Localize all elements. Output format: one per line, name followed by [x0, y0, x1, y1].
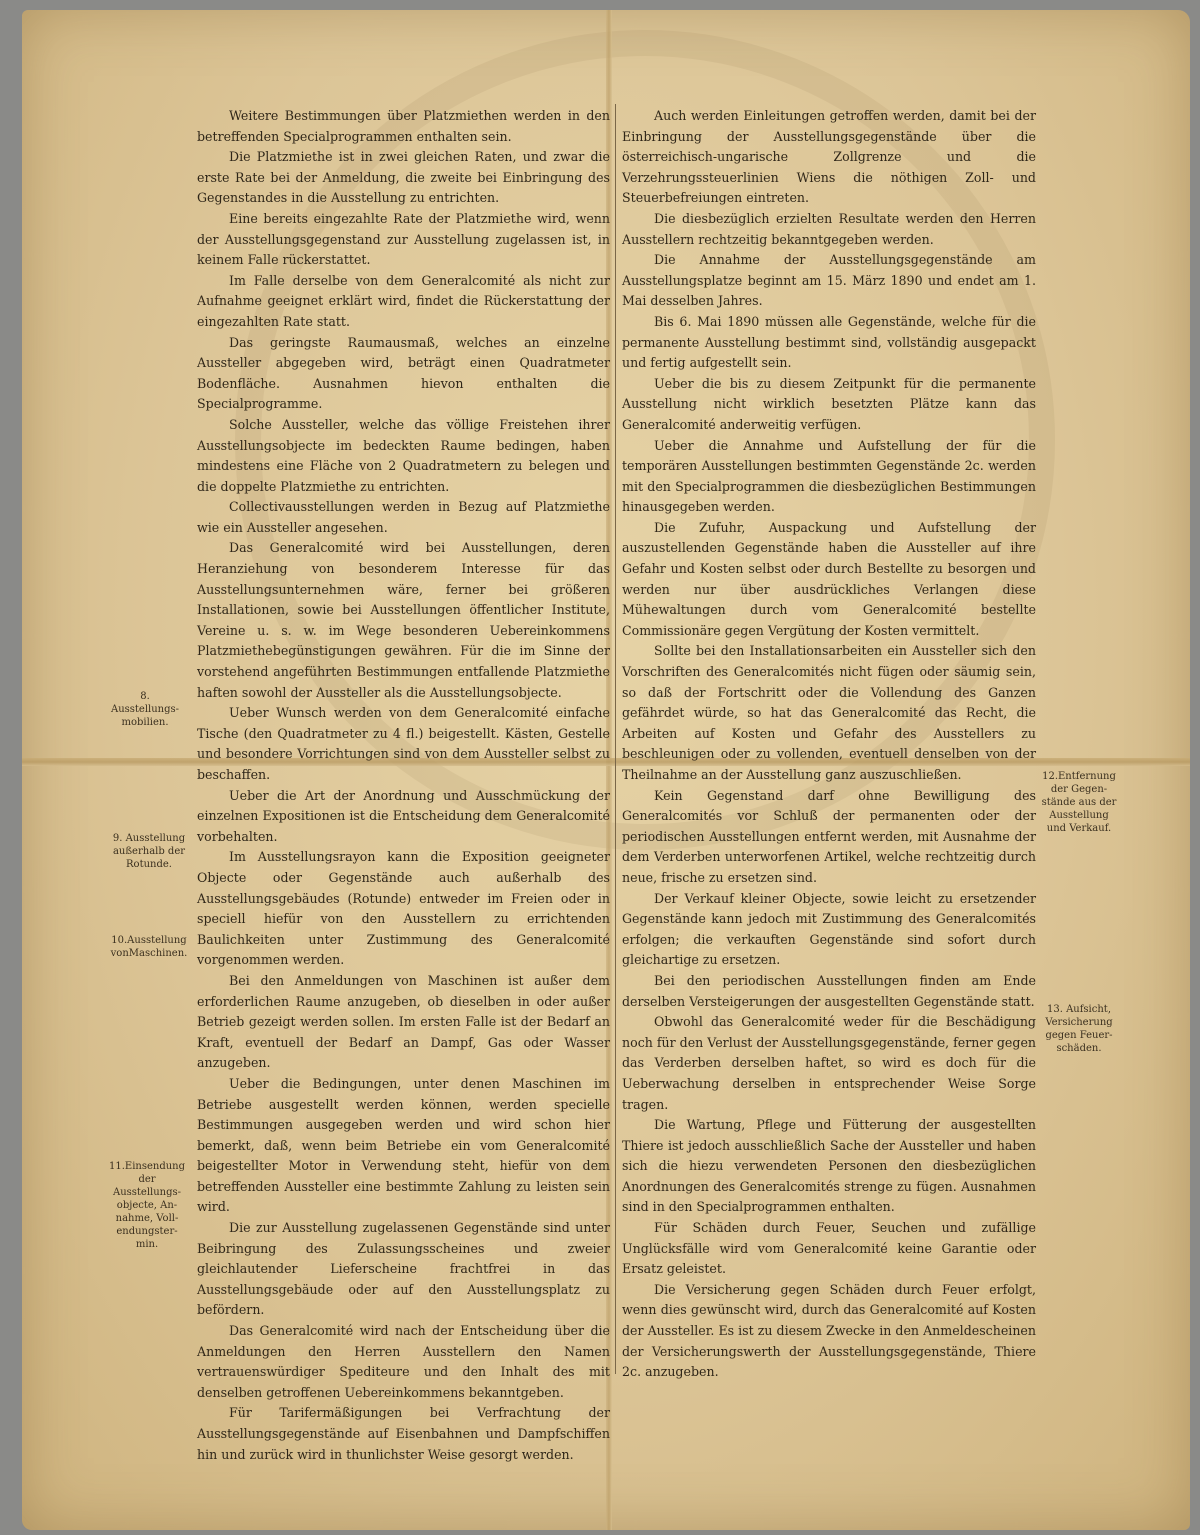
paragraph: Der Verkauf kleiner Objecte, sowie leicht zu ersetzender Gegenstände kann jedoch mit Zustimmung des Generalcomités erfolgen; die verkauften Gegenstände sind sofort durch gleichartige zu ersetzen.	[622, 890, 1036, 968]
column-divider	[615, 104, 616, 1374]
margin-note-9: 9. Ausstellung außerhalb der Rotunde.	[112, 833, 186, 870]
left-text-column	[197, 106, 610, 1465]
paragraph-section-8: Ueber Wunsch werden von dem Generalcomité einfache Tische (den Quadratmeter zu 4 fl.) beigestellt. Kästen, Gestelle und besondere Vorrichtungen sind von dem Aussteller selbst zu beschaffen.	[197, 705, 610, 782]
paragraph: Die Platzmiethe ist in zwei gleichen Raten, und zwar die erste Rate bei der Anmeldung, die zweite bei Einbringung des Gegenstandes in die Ausstellung zu entrichten.	[197, 149, 610, 206]
paragraph: Eine bereits eingezahlte Rate der Platzmiethe wird, wenn der Ausstellungsgegenstand zur Ausstellung zugelassen ist, in keinem Falle rückerstattet.	[197, 210, 610, 268]
right-text-column	[622, 106, 1036, 1383]
margin-note-13: 13. Aufsicht, Versicherung gegen Feuer- schäden.	[1045, 1004, 1113, 1054]
paragraph: Das geringste Raumausmaß, welches an einzelne Aussteller abgegeben wird, beträgt einen Quadratmeter Bodenfläche. Ausnahmen hievon enthalten die Specialprogramme.	[197, 334, 610, 412]
paragraph: Für Schäden durch Feuer, Seuchen und zufällige Unglücksfälle wird vom Generalcomité keine Garantie oder Ersatz geleistet.	[622, 1220, 1036, 1277]
paragraph: Das Generalcomité wird bei Ausstellungen, deren Heranziehung von besonderem Interesse für das Ausstellungsunternehmen wäre, ferner bei größeren Installationen, sowie bei Ausstellungen öffentlicher Institute, Vereine u. s. w. im Wege besonderen Uebereinkommens Platzmiethebegünstigungen gewähren. Für die im Sinne der vorstehend angeführten Bestimmungen entfallende Platzmiethe haften sowohl der Aussteller als die Ausstellungsobjecte.	[197, 540, 610, 700]
paragraph: Sollte bei den Installationsarbeiten ein Aussteller sich den Vorschriften des Generalcomités nicht fügen oder säumig sein, so daß der Fortschritt oder die Vollendung des Ganzen gefährdet würde, so hat das Generalcomité das Recht, die Arbeiten auf Kosten und Gefahr des Ausstellers zu beschleunigen oder zu vollenden, eventuell denselben von der Theilnahme an der Ausstellung ganz auszuschließen.	[622, 643, 1036, 782]
paragraph: Die diesbezüglich erzielten Resultate werden den Herren Ausstellern rechtzeitig bekanntgegeben werden.	[622, 210, 1036, 247]
paragraph: Im Falle derselbe von dem Generalcomité als nicht zur Aufnahme geeignet erklärt wird, findet die Rückerstattung der eingezahlten Rate statt.	[197, 272, 610, 329]
paragraph: Die Zufuhr, Auspackung und Aufstellung der auszustellenden Gegenstände haben die Aussteller auf ihre Gefahr und Kosten selbst oder durch Bestellte zu besorgen und werden nur über ausdrückliches Verlangen diese Mühewaltungen durch vom Generalcomité bestellte Commissionäre gegen Vergütung der Kosten vermittelt.	[622, 519, 1036, 638]
paragraph-section-13: Obwohl das Generalcomité weder für die Beschädigung noch für den Verlust der Ausstellungsgegenstände, ferner gegen das Verderben derselben haftet, so wird es doch für die Ueberwachung derselben in entsprechender Weise Sorge tragen.	[622, 1014, 1037, 1112]
paragraph: Ueber die bis zu diesem Zeitpunkt für die permanente Ausstellung nicht wirklich besetzten Plätze kann das Generalcomité anderweitig verfügen.	[622, 375, 1036, 432]
paragraph: Collectivausstellungen werden in Bezug auf Platzmiethe wie ein Aussteller angesehen.	[197, 499, 610, 535]
paragraph-section-12: Kein Gegenstand darf ohne Bewilligung des Generalcomités vor Schluß der permanenten oder der periodischen Ausstellungen entfernt werden, mit Ausnahme der dem Verderben unterworfenen Artikel, welche rechtzeitig durch neue, frische zu ersetzen sind.	[622, 787, 1036, 885]
paragraph-section-11: Die zur Ausstellung zugelassenen Gegenstände sind unter Beibringung des Zulassungsscheines und zweier gleichlautender Lieferscheine frachtfrei in das Ausstellungsgebäude oder auf den Ausstellungsplatz zu befördern.	[197, 1220, 610, 1318]
paragraph: Für Tarifermäßigungen bei Verfrachtung der Ausstellungsgegenstände auf Eisenbahnen und Dampfschiffen hin und zurück wird in thunlichster Weise gesorgt werden.	[197, 1405, 610, 1462]
paragraph: Ueber die Annahme und Aufstellung der für die temporären Ausstellungen bestimmten Gegenstände 2c. werden mit den Specialprogrammen die diesbezüglichen Bestimmungen hinausgegeben werden.	[622, 437, 1036, 515]
margin-note-8: 8. Ausstellungs- mobilien.	[110, 691, 180, 728]
paragraph: Ueber die Bedingungen, unter denen Maschinen im Betriebe ausgestellt werden können, werden specielle Bestimmungen ausgegeben werden und wird schon hier bemerkt, daß, wenn beim Betriebe ein vom Generalcomité beigestellter Motor in Verwendung steht, hiefür von dem betreffenden Aussteller eine bestimmte Zahlung zu leisten sein wird.	[197, 1075, 610, 1215]
paragraph: Bis 6. Mai 1890 müssen alle Gegenstände, welche für die permanente Ausstellung bestimmt sind, vollständig ausgepackt und fertig aufgestellt sein.	[622, 313, 1036, 371]
paragraph: Die Wartung, Pflege und Fütterung der ausgestellten Thiere ist jedoch ausschließlich Sache der Aussteller und haben sich die hiezu verwendeten Personen den diesbezüglichen Anordnungen des Generalcomités strenge zu fügen. Ausnahmen sind in den Specialprogrammen enthalten.	[622, 1117, 1036, 1215]
margin-note-11: 11.Einsendung der Ausstellungs- objecte, An- nahme, Voll- endungster- min.	[108, 1161, 185, 1250]
paragraph: Die Annahme der Ausstellungsgegenstände am Ausstellungsplatze beginnt am 15. März 1890 und endet am 1. Mai desselben Jahres.	[622, 252, 1036, 309]
paragraph-section-9: Im Ausstellungsrayon kann die Exposition geeigneter Objecte oder Gegenstände auch außerhalb des Ausstellungsgebäudes (Rotunde) entweder im Freien oder in speciell hiefür von den Ausstellern zu errichtenden Baulichkeiten unter Zustimmung des Generalcomité vorgenommen werden.	[197, 849, 610, 968]
paragraph: Die Versicherung gegen Schäden durch Feuer erfolgt, wenn dies gewünscht wird, durch das Generalcomité auf Kosten der Aussteller. Es ist zu diesem Zwecke in den Anmeldescheinen der Versicherungswerth der Ausstellungsgegenstände, Thiere 2c. anzugeben.	[622, 1281, 1036, 1380]
paragraph-section-10: Bei den Anmeldungen von Maschinen ist außer dem erforderlichen Raume anzugeben, ob dieselben in oder außer Betrieb gezeigt werden sollen. Im ersten Falle ist der Bedarf an Kraft, eventuell der Bedarf an Dampf, Gas oder Wasser anzugeben.	[197, 972, 610, 1071]
paragraph: Solche Aussteller, welche das völlige Freistehen ihrer Ausstellungsobjecte im bedeckten Raume bedingen, haben mindestens eine Fläche von 2 Quadratmetern zu belegen und die doppelte Platzmiethe zu entrichten.	[197, 416, 610, 494]
paragraph: Auch werden Einleitungen getroffen werden, damit bei der Einbringung der Ausstellungsgegenstände über die österreichisch-ungarische Zollgrenze und die Verzehrungssteuerlinien Wiens die nöthigen Zoll- und Steuerbefreiungen eintreten.	[622, 108, 1036, 206]
margin-note-12: 12.Entfernung der Gegen- stände aus der Ausstellung und Verkauf.	[1041, 771, 1117, 834]
paragraph: Ueber die Art der Anordnung und Ausschmückung der einzelnen Expositionen ist die Entscheidung dem Generalcomité vorbehalten.	[197, 787, 610, 844]
paragraph: Das Generalcomité wird nach der Entscheidung über die Anmeldungen den Herren Ausstellern den Namen vertrauenswürdiger Spediteure und den Inhalt des mit denselben getroffenen Uebereinkommens bekanntgeben.	[197, 1323, 610, 1400]
margin-note-10: 10.Ausstellung vonMaschinen.	[110, 935, 188, 959]
paragraph: Bei den periodischen Ausstellungen finden am Ende derselben Versteigerungen der ausgestellten Gegenstände statt.	[622, 972, 1036, 1009]
paragraph: Weitere Bestimmungen über Platzmiethen werden in den betreffenden Specialprogrammen enthalten sein.	[197, 108, 610, 144]
